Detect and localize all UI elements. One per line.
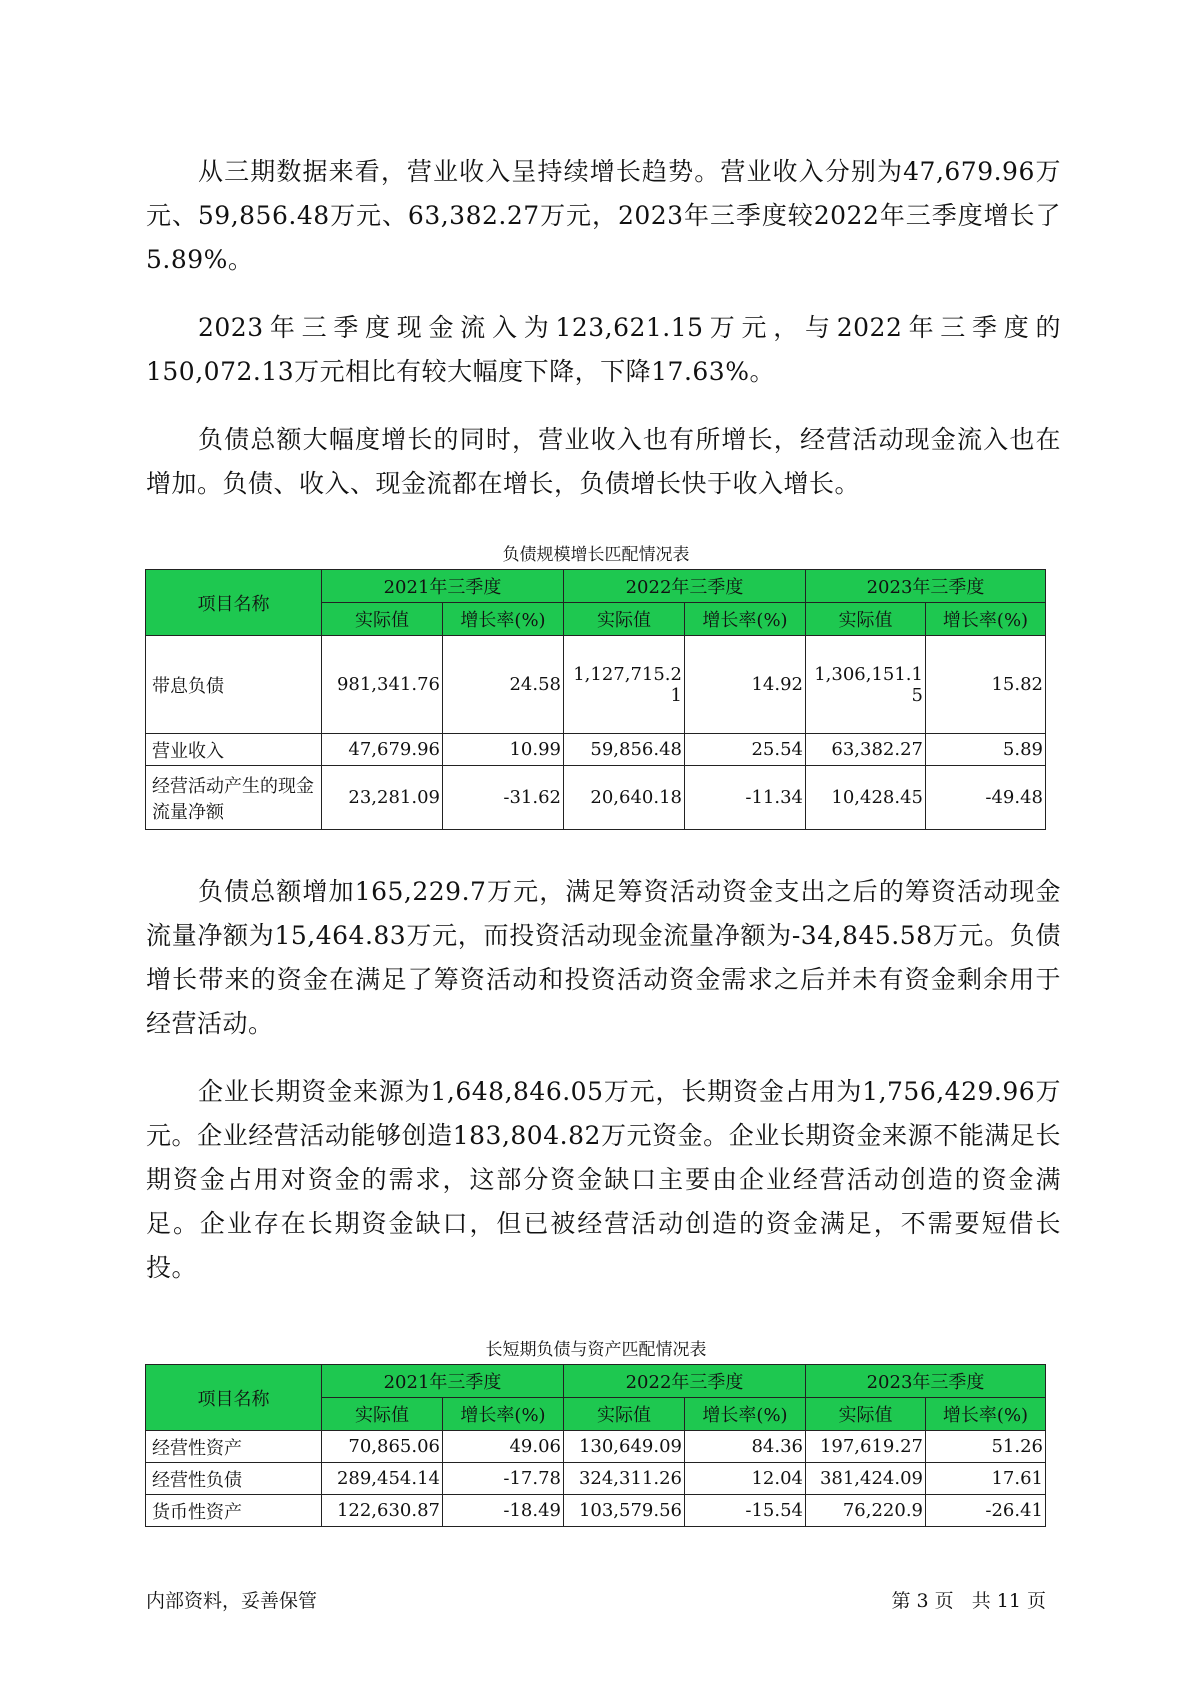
table-cell: 1,306,151.15: [806, 636, 926, 734]
table-row: [146, 1431, 1046, 1463]
table-cell: -49.48: [926, 766, 1046, 830]
row-label: 货币性资产: [146, 1495, 322, 1527]
row-label: 营业收入: [146, 734, 322, 766]
table2-sub-growth: 增长率(%): [926, 1398, 1046, 1431]
table-cell: -31.62: [443, 766, 564, 830]
paragraph-debt-increase: 负债总额增加165,229.7万元，满足筹资活动资金支出之后的筹资活动现金流量净额为15,464.83万元，而投资活动现金流量净额为-34,845.58万元。负债增长带来的资金在满足了筹资活动和投资活动资金需求之后并未有资金剩余用于经营活动。: [146, 877, 1061, 1038]
table1-sub-growth: 增长率(%): [685, 603, 806, 636]
table-cell: 15.82: [926, 636, 1046, 734]
row-label: 带息负债: [146, 636, 322, 734]
table2-caption: 长短期负债与资产匹配情况表: [485, 1340, 707, 1360]
table-cell: 70,865.06: [322, 1431, 443, 1463]
table-cell: -17.78: [443, 1463, 564, 1495]
table-cell: 17.61: [926, 1463, 1046, 1495]
table-cell: 84.36: [685, 1431, 806, 1463]
table2-period-2022: 2022年三季度: [564, 1365, 806, 1398]
table2-sub-actual: 实际值: [564, 1398, 685, 1431]
table-cell: 197,619.27: [806, 1431, 926, 1463]
table1-item-header: 项目名称: [146, 570, 322, 636]
table1-sub-actual: 实际值: [806, 603, 926, 636]
table-cell: 20,640.18: [564, 766, 685, 830]
table-cell: 10.99: [443, 734, 564, 766]
table2-period-2023: 2023年三季度: [806, 1365, 1046, 1398]
table-cell: -11.34: [685, 766, 806, 830]
footer-confidential-note: 内部资料，妥善保管: [146, 1590, 318, 1612]
table-cell: 59,856.48: [564, 734, 685, 766]
table-cell: 25.54: [685, 734, 806, 766]
table-cell: -26.41: [926, 1495, 1046, 1527]
table-cell: 51.26: [926, 1431, 1046, 1463]
table2-sub-growth: 增长率(%): [685, 1398, 806, 1431]
table-cell: 49.06: [443, 1431, 564, 1463]
table-cell: 324,311.26: [564, 1463, 685, 1495]
table-row: [146, 636, 1046, 734]
table-cell: 122,630.87: [322, 1495, 443, 1527]
table-cell: 103,579.56: [564, 1495, 685, 1527]
table1-caption: 负债规模增长匹配情况表: [502, 545, 690, 565]
table1-sub-growth: 增长率(%): [443, 603, 564, 636]
table1-period-2022: 2022年三季度: [564, 570, 806, 603]
table1-sub-actual: 实际值: [322, 603, 443, 636]
table-cell: -15.54: [685, 1495, 806, 1527]
table-cell: 63,382.27: [806, 734, 926, 766]
table-row: [146, 734, 1046, 766]
table-cell: -18.49: [443, 1495, 564, 1527]
row-label: 经营活动产生的现金流量净额: [146, 766, 322, 830]
table-row: [146, 1495, 1046, 1527]
table1-sub-actual: 实际值: [564, 603, 685, 636]
footer-page-number: 第 3 页 共 11 页: [891, 1590, 1046, 1612]
table-cell: 47,679.96: [322, 734, 443, 766]
table-cell: 1,127,715.21: [564, 636, 685, 734]
table1-sub-growth: 增长率(%): [926, 603, 1046, 636]
debt-scale-table: [145, 569, 1046, 830]
table-cell: 23,281.09: [322, 766, 443, 830]
row-label: 经营性资产: [146, 1431, 322, 1463]
table1-period-2023: 2023年三季度: [806, 570, 1046, 603]
table-cell: 76,220.9: [806, 1495, 926, 1527]
asset-liability-table: [145, 1364, 1046, 1527]
table-cell: 24.58: [443, 636, 564, 734]
table-cell: 289,454.14: [322, 1463, 443, 1495]
table-cell: 130,649.09: [564, 1431, 685, 1463]
table2-sub-actual: 实际值: [322, 1398, 443, 1431]
paragraph-long-term-funds: 企业长期资金来源为1,648,846.05万元，长期资金占用为1,756,429.96万元。企业经营活动能够创造183,804.82万元资金。企业长期资金来源不能满足长期资金占用对资金的需求，这部分资金缺口主要由企业经营活动创造的资金满足。企业存在长期资金缺口，但已被经营活动创造的资金满足，不需要短借长投。: [146, 1077, 1061, 1282]
table2-sub-growth: 增长率(%): [443, 1398, 564, 1431]
table-row: [146, 1463, 1046, 1495]
table2-sub-actual: 实际值: [806, 1398, 926, 1431]
table-cell: 981,341.76: [322, 636, 443, 734]
table1-period-2021: 2021年三季度: [322, 570, 564, 603]
table-cell: 14.92: [685, 636, 806, 734]
row-label: 经营性负债: [146, 1463, 322, 1495]
table-row: [146, 766, 1046, 830]
table-cell: 10,428.45: [806, 766, 926, 830]
table-cell: 381,424.09: [806, 1463, 926, 1495]
table-cell: 12.04: [685, 1463, 806, 1495]
table2-period-2021: 2021年三季度: [322, 1365, 564, 1398]
paragraph-revenue-trend: 从三期数据来看，营业收入呈持续增长趋势。营业收入分别为47,679.96万元、59,856.48万元、63,382.27万元，2023年三季度较2022年三季度增长了5.89%。: [146, 157, 1061, 274]
table-cell: 5.89: [926, 734, 1046, 766]
paragraph-cash-inflow: 2023年三季度现金流入为123,621.15万元，与2022年三季度的150,072.13万元相比有较大幅度下降，下降17.63%。: [146, 313, 1061, 386]
table2-item-header: 项目名称: [146, 1365, 322, 1431]
paragraph-debt-growth: 负债总额大幅度增长的同时，营业收入也有所增长，经营活动现金流入也在增加。负债、收入、现金流都在增长，负债增长快于收入增长。: [146, 425, 1061, 498]
